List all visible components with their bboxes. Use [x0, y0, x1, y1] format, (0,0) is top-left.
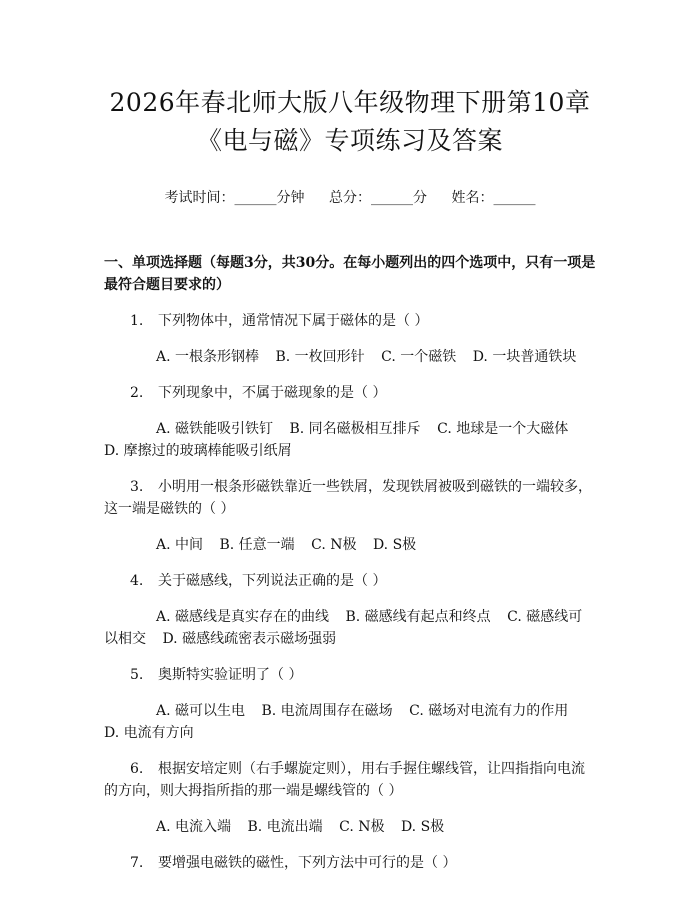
option-c[interactable]: C. N极 [339, 819, 385, 835]
option-c[interactable]: C. 一个磁铁 [381, 349, 457, 365]
option-b[interactable]: B. 同名磁极相互排斥 [289, 421, 421, 437]
option-c[interactable]: C. N极 [311, 537, 357, 553]
option-b[interactable]: B. 任意一端 [219, 537, 295, 553]
question-item [104, 570, 596, 592]
exam-meta [104, 188, 596, 208]
question-options [104, 534, 596, 556]
question-options [104, 418, 596, 462]
question-item [104, 664, 596, 686]
question-number: 6. [130, 761, 144, 777]
option-b[interactable]: B. 磁感线有起点和终点 [345, 609, 491, 625]
question-item [104, 476, 596, 520]
option-b[interactable]: B. 电流出端 [247, 819, 323, 835]
question-text: 根据安培定则（右手螺旋定则），用右手握住螺线管，让四指指向电流的方向，则大拇指所指的那一端是螺线管的（ ） [104, 761, 585, 799]
question-number: 5. [130, 667, 144, 683]
page-title [104, 84, 596, 160]
option-c[interactable]: C. 磁感线可以相交 [104, 609, 583, 647]
section-heading-single-choice: 一、单项选择题（每题3分，共30分。在每小题列出的四个选项中，只有一项是最符合题目要求的） [104, 255, 596, 293]
option-d[interactable]: D. S极 [400, 819, 445, 835]
option-a[interactable]: A. 一根条形钢棒 [156, 349, 260, 365]
option-b[interactable]: B. 电流周围存在磁场 [261, 703, 393, 719]
question-text: 要增强电磁铁的磁性，下列方法中可行的是（ ） [158, 855, 457, 871]
question-text: 小明用一根条形磁铁靠近一些铁屑，发现铁屑被吸到磁铁的一端较多，这一端是磁铁的（ ） [104, 479, 592, 517]
option-c[interactable]: C. 磁场对电流有力的作用 [409, 703, 569, 719]
option-d[interactable]: D. S极 [372, 537, 417, 553]
option-c[interactable]: C. 地球是一个大磁体 [437, 421, 569, 437]
student-name: 姓名：______ [451, 190, 536, 206]
question-text: 下列物体中，通常情况下属于磁体的是（ ） [158, 313, 429, 329]
question-item [104, 382, 596, 404]
question-number: 2. [130, 385, 144, 401]
option-d[interactable]: D. 一块普通铁块 [472, 349, 577, 365]
question-options [104, 606, 596, 650]
question-options [104, 346, 596, 368]
option-a[interactable]: A. 磁可以生电 [156, 703, 246, 719]
question-text: 关于磁感线，下列说法正确的是（ ） [158, 573, 387, 589]
question-text: 奥斯特实验证明了（ ） [158, 667, 303, 683]
title-line-2: 《电与磁》专项练习及答案 [196, 126, 503, 155]
question-options [104, 816, 596, 838]
option-d[interactable]: D. 电流有方向 [104, 725, 194, 741]
option-a[interactable]: A. 中间 [156, 537, 204, 553]
exam-time: 考试时间：______分钟 [164, 190, 305, 206]
title-line-1: 2026年春北师大版八年级物理下册第10章 [109, 88, 591, 117]
question-number: 7. [130, 855, 144, 871]
question-number: 1. [130, 313, 144, 329]
question-list [104, 310, 596, 874]
question-item [104, 852, 596, 874]
question-item [104, 758, 596, 802]
question-item [104, 310, 596, 332]
option-d[interactable]: D. 摩擦过的玻璃棒能吸引纸屑 [104, 443, 292, 459]
question-options [104, 700, 596, 744]
option-a[interactable]: A. 电流入端 [156, 819, 232, 835]
option-a[interactable]: A. 磁感线是真实存在的曲线 [156, 609, 330, 625]
option-d[interactable]: D. 磁感线疏密表示磁场强弱 [162, 631, 337, 647]
question-text: 下列现象中，不属于磁现象的是（ ） [158, 385, 387, 401]
option-a[interactable]: A. 磁铁能吸引铁钉 [156, 421, 274, 437]
question-number: 3. [130, 479, 144, 495]
option-b[interactable]: B. 一枚回形针 [275, 349, 365, 365]
exam-score: 总分：______分 [329, 190, 427, 206]
question-number: 4. [130, 573, 144, 589]
